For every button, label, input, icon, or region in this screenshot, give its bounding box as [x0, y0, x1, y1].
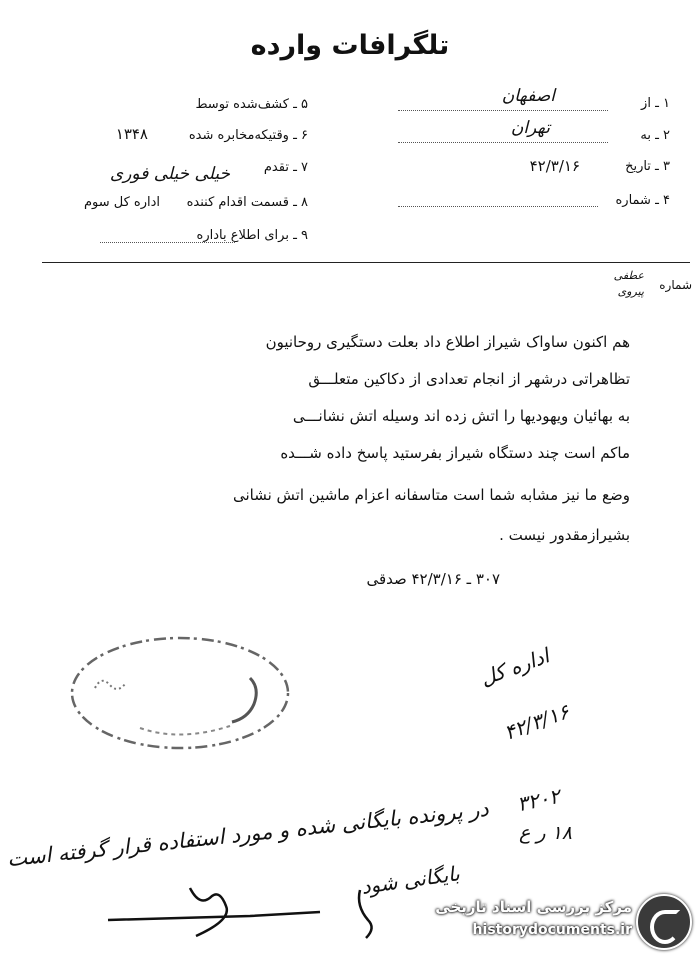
field-priority-value: خیلی خیلی فوری: [109, 164, 230, 184]
handwritten-top-note: اداره کل: [476, 643, 552, 691]
body-line: هم اکنون ساواک شیراز اطلاع داد بعلت دستگیری روحانیون: [265, 333, 630, 351]
dotted-line: [398, 206, 598, 207]
dotted-line: [398, 110, 608, 111]
archive-logo-icon: [636, 894, 692, 950]
field-priority-label: ۷ ـ تقدم: [263, 160, 308, 175]
field-to-label: ۲ ـ به: [640, 128, 670, 143]
shomare-label: شماره: [659, 278, 692, 292]
body-line: بشیرازمقدور نیست .: [499, 526, 630, 544]
field-for-info-label: ۹ ـ برای اطلاع باداره: [196, 228, 308, 243]
field-date-value: ۴۲/۳/۱۶: [529, 157, 580, 175]
dotted-line: [100, 242, 235, 243]
field-date-label: ۳ ـ تاریخ: [625, 159, 670, 174]
handwritten-numbers: ۳۲۰۲: [515, 783, 563, 817]
dotted-line: [398, 142, 608, 143]
handwritten-main-note: در پرونده بایگانی شده و مورد استفاده قرار گرفته است: [6, 796, 490, 872]
body-line: تظاهراتی درشهر از انجام تعدادی از دکاکین متعلـــق: [308, 370, 630, 388]
field-transmitted-label: ۶ ـ وقتیکه‌مخابره شده: [188, 128, 308, 143]
stamp-seal: [60, 628, 300, 758]
archive-watermark: [402, 894, 692, 952]
field-number-label: ۴ ـ شماره: [615, 193, 670, 208]
body-line: به بهائیان ویهودیها را اتش زده اند وسیله اتش نشانـــی: [292, 407, 630, 425]
field-from-label: ۱ ـ از: [641, 96, 670, 111]
field-decoded-by-label: ۵ ـ کشف‌شده توسط: [195, 97, 308, 112]
handwritten-day-note: ۱۸ ر ع: [518, 822, 572, 844]
body-line: وضع ما نیز مشابه شما است متاسفانه اعزام ماشین اتش نشانی: [232, 486, 630, 504]
field-action-dept-value: اداره کل سوم: [83, 195, 160, 210]
watermark-name: مرکز بررسی اسناد تاریخی: [435, 898, 632, 916]
divider: [42, 262, 690, 263]
reference-line: ۳۰۷ ـ ۴۲/۳/۱۶ صدقی: [366, 570, 500, 588]
field-action-dept-label: ۸ ـ قسمت اقدام کننده: [186, 195, 308, 210]
field-transmitted-value: ۱۳۴۸: [115, 125, 148, 143]
handwritten-archive-note: بایگانی شود: [359, 861, 462, 899]
reference-note: عطفی پیروی: [613, 269, 644, 298]
signature-strokes: [100, 870, 420, 940]
body-line: ماکم است چند دستگاه شیراز بفرستید پاسخ داده شـــده: [280, 444, 630, 462]
handwritten-date-note: ۴۲/۳/۱۶: [500, 699, 573, 745]
field-to-value: تهران: [510, 118, 550, 138]
watermark-url: historydocuments.ir: [472, 922, 632, 938]
document-title: تلگرافات وارده: [250, 30, 450, 61]
field-from-value: اصفهان: [501, 86, 555, 106]
